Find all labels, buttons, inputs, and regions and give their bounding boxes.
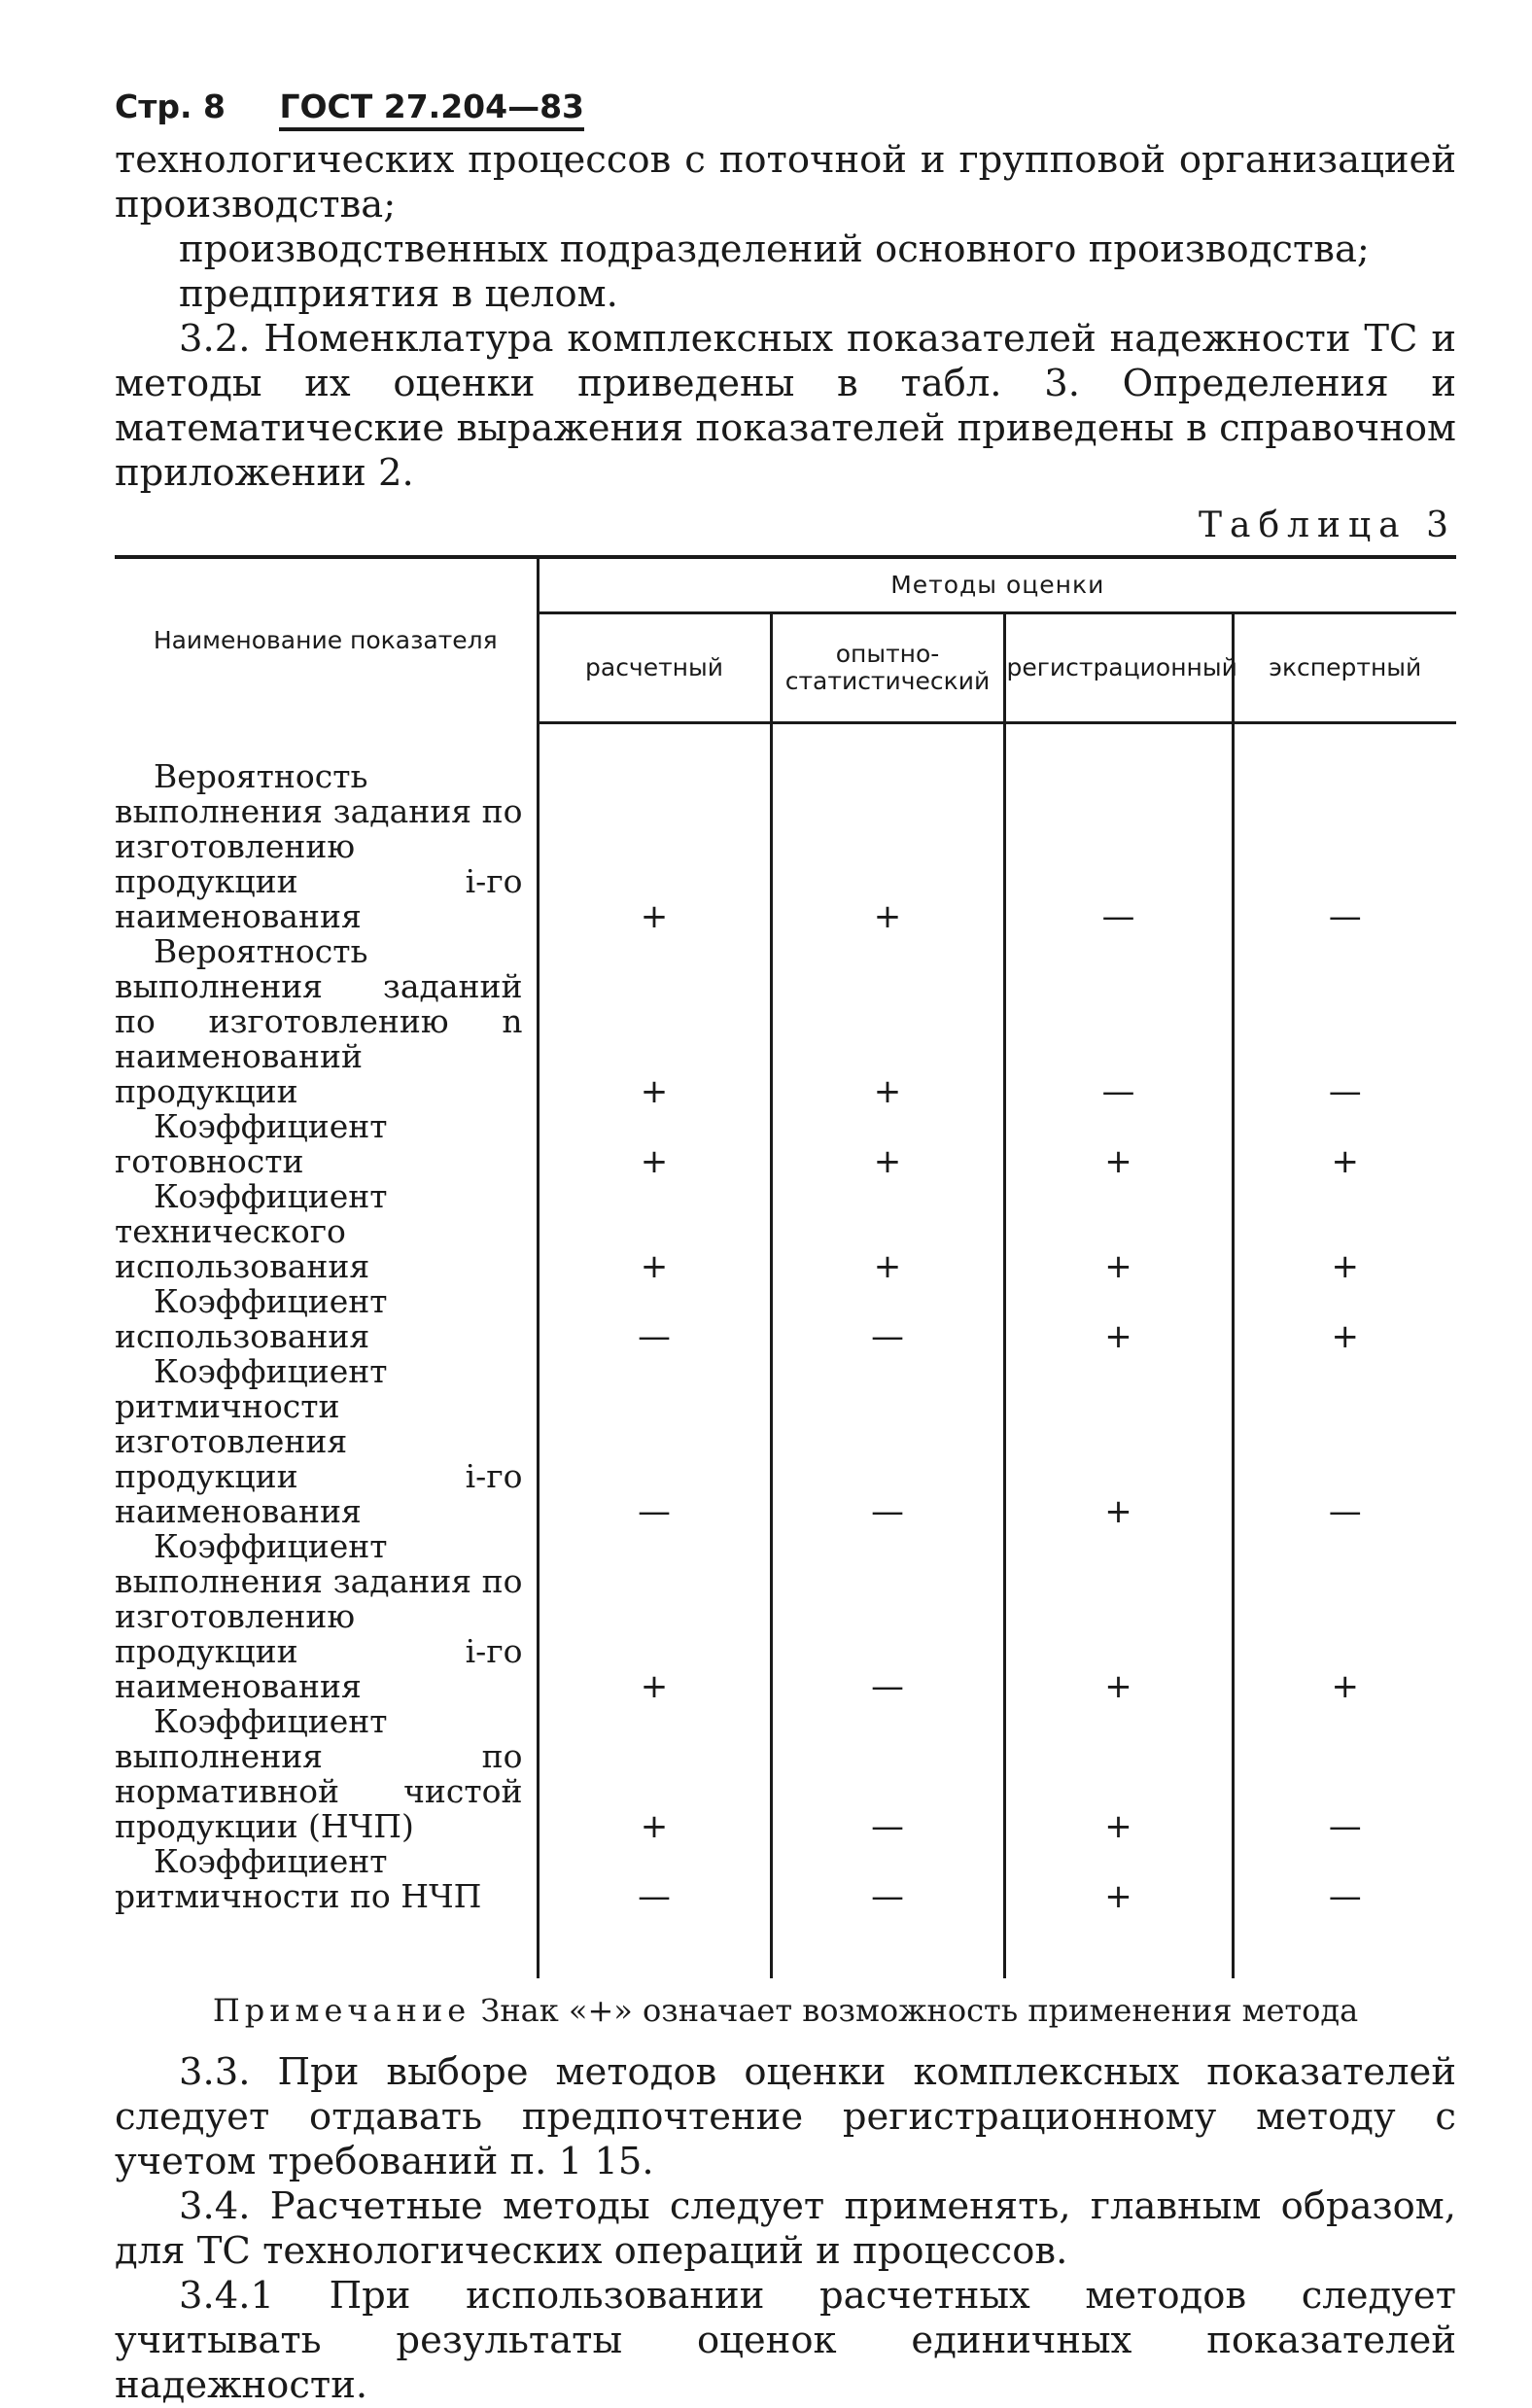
page-header — [115, 87, 1456, 138]
cell-value: + — [1233, 1179, 1456, 1284]
cell-value: — — [1233, 1844, 1456, 1914]
cell-value: + — [640, 1247, 669, 1286]
cell-value: — — [638, 1492, 671, 1531]
column-header-method: расчетный — [538, 613, 771, 723]
cell-value: + — [640, 1807, 669, 1846]
paragraph-3-3: 3.3. При выборе методов оценки комплексных показателей следует отдавать предпочтение регистрационному методу с учетом требований п. 1 15. — [115, 2050, 1456, 2183]
cell-value: — — [771, 1284, 1004, 1354]
table-row — [115, 934, 1456, 1109]
cell-value: + — [1233, 1284, 1456, 1354]
cell-value: + — [1004, 1844, 1233, 1914]
note-text: Знак «+» означает возможность применения метода — [480, 1992, 1359, 2029]
row-name: Вероятность выполнения заданий по изготовлению n наименований продукции — [115, 932, 523, 1110]
table-caption: Таблица 3 — [1199, 506, 1456, 545]
row-name: Коэффициент использования — [115, 1282, 388, 1355]
column-header-name: Наименование показателя — [115, 559, 538, 723]
document-page — [115, 87, 1456, 2408]
cell-value: + — [1004, 1179, 1233, 1284]
cell-value: — — [1233, 1704, 1456, 1844]
paragraph-continuation: технологических процессов с поточной и групповой организацией производства; — [115, 138, 1456, 227]
table-row — [115, 1529, 1456, 1704]
cell-value: + — [640, 897, 669, 936]
page-number: Стр. 8 — [115, 87, 226, 125]
column-header-method: экспертный — [1233, 613, 1456, 723]
cell-value: — — [638, 1317, 671, 1356]
cell-value: + — [1004, 1529, 1233, 1704]
cell-value: + — [1004, 1354, 1233, 1529]
row-name: Коэффициент выполнения задания по изготовлению продукции i-го наименования — [115, 1527, 523, 1705]
cell-value: + — [1233, 1529, 1456, 1704]
row-name: Коэффициент готовности — [115, 1107, 388, 1180]
cell-value: — — [771, 1844, 1004, 1914]
cell-value: + — [1233, 1109, 1456, 1179]
row-name: Вероятность выполнения задания по изготовлению продукции i-го наименования — [115, 757, 523, 935]
cell-value: + — [640, 1072, 669, 1111]
table-row — [115, 1354, 1456, 1529]
cell-value: + — [640, 1667, 669, 1706]
cell-value: + — [771, 759, 1004, 934]
cell-value: — — [771, 1529, 1004, 1704]
cell-value: + — [1004, 1284, 1233, 1354]
note-label: Примечание — [212, 1992, 471, 2029]
table-row — [115, 1109, 1456, 1179]
table-row — [115, 1179, 1456, 1284]
cell-value: — — [1004, 759, 1233, 934]
table-spacer — [115, 1914, 1456, 1978]
paragraph-3-4-1: 3.4.1 При использовании расчетных методов следует учитывать результаты оценок единичных показателей надежности. — [115, 2274, 1456, 2407]
cell-value: — — [771, 1354, 1004, 1529]
cell-value: — — [1233, 759, 1456, 934]
paragraph-3-2: 3.2. Номенклатура комплексных показателей надежности ТС и методы их оценки приведены в табл. 3. Определения и математические выражения показателей приведены в справочном приложении 2. — [115, 317, 1456, 495]
cell-value: + — [1004, 1704, 1233, 1844]
row-name: Коэффициент ритмичности изготовления продукции i-го наименования — [115, 1352, 523, 1530]
standard-code: ГОСТ 27.204—83 — [279, 87, 584, 131]
table-3 — [115, 559, 1456, 1978]
table-row — [115, 1704, 1456, 1844]
paragraph-list-item: производственных подразделений основного производства; — [179, 227, 1370, 271]
column-header-method: опытно-статистический — [771, 613, 1004, 723]
row-name: Коэффициент выполнения по нормативной чистой продукции (НЧП) — [115, 1702, 523, 1845]
cell-value: + — [771, 934, 1004, 1109]
cell-value: + — [771, 1109, 1004, 1179]
cell-value: — — [771, 1704, 1004, 1844]
column-header-method: регистрационный — [1004, 613, 1233, 723]
table-note — [115, 1992, 1456, 2029]
cell-value: + — [1004, 1109, 1233, 1179]
paragraph-3-4: 3.4. Расчетные методы следует применять, главным образом, для ТС технологических операций и процессов. — [115, 2184, 1456, 2273]
cell-value: — — [1004, 934, 1233, 1109]
cell-value: — — [638, 1877, 671, 1916]
cell-value: + — [640, 1142, 669, 1181]
table-row — [115, 1844, 1456, 1914]
table-row — [115, 759, 1456, 934]
column-group-methods: Методы оценки — [538, 559, 1456, 613]
paragraph-list-item: предприятия в целом. — [179, 272, 618, 316]
table-spacer — [115, 723, 1456, 760]
row-name: Коэффициент ритмичности по НЧП — [115, 1842, 482, 1915]
table-row — [115, 1284, 1456, 1354]
cell-value: — — [1233, 934, 1456, 1109]
cell-value: — — [1233, 1354, 1456, 1529]
cell-value: + — [771, 1179, 1004, 1284]
row-name: Коэффициент технического использования — [115, 1177, 388, 1285]
